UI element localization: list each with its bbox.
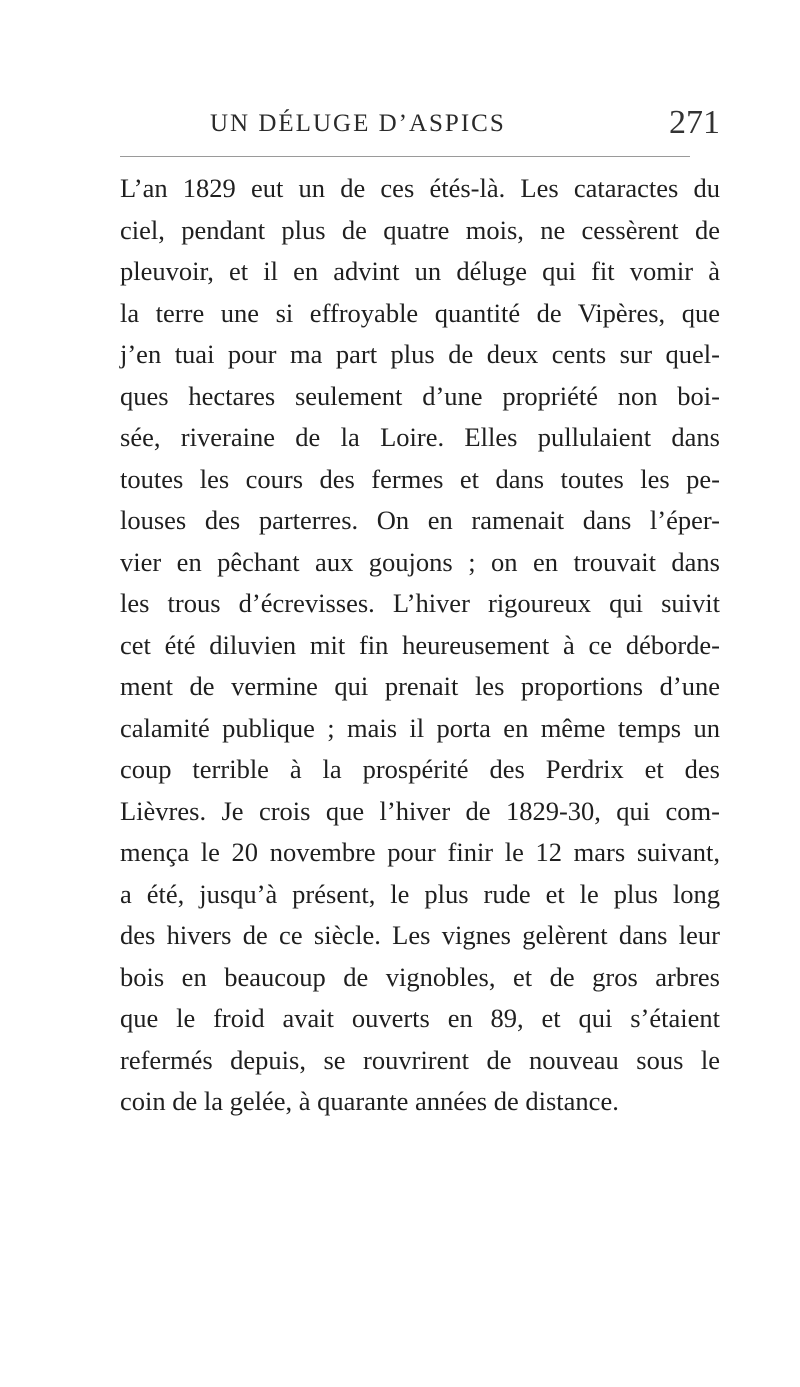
text-line: cet été diluvien mit fin heureusement à ce déborde- — [120, 629, 720, 660]
text-line: toutes les cours des fermes et dans toutes les pe- — [120, 463, 720, 494]
text-line: bois en beaucoup de vignobles, et de gros arbres — [120, 961, 720, 992]
text-line: pleuvoir, et il en advint un déluge qui fit vomir à — [120, 256, 720, 286]
running-head — [120, 104, 720, 150]
text-line: j’en tuai pour ma part plus de deux cents sur quel- — [120, 339, 720, 369]
page-number: 271 — [669, 104, 720, 141]
text-line: Lièvres. Je crois que l’hiver de 1829-30, qui com- — [120, 795, 720, 826]
text-line: vier en pêchant aux goujons ; on en trouvait dans — [120, 546, 720, 577]
text-line: la terre une si effroyable quantité de Vipères, que — [120, 297, 720, 328]
text-line: ment de vermine qui prenait les proportions d’une — [120, 671, 720, 701]
header-rule — [120, 156, 690, 157]
text-line-last: coin de la gelée, à quarante années de distance. — [120, 1086, 619, 1116]
text-line: mença le 20 novembre pour finir le 12 mars suivant, — [120, 837, 720, 867]
body-text — [120, 168, 720, 1123]
text-line: ciel, pendant plus de quatre mois, ne cessèrent de — [120, 214, 720, 245]
text-line: ques hectares seulement d’une propriété non boi- — [120, 380, 720, 411]
text-line: a été, jusqu’à présent, le plus rude et le plus long — [120, 878, 720, 909]
text-line: sée, riveraine de la Loire. Elles pullulaient dans — [120, 422, 720, 452]
text-line: coup terrible à la prospérité des Perdrix et des — [120, 754, 720, 784]
text-line: calamité publique ; mais il porta en même temps un — [120, 712, 720, 743]
text-line: que le froid avait ouverts en 89, et qui s’étaient — [120, 1003, 720, 1033]
text-line: des hivers de ce siècle. Les vignes gelèrent dans leur — [120, 920, 720, 950]
text-line: louses des parterres. On en ramenait dans l’éper- — [120, 505, 720, 535]
text-line: les trous d’écrevisses. L’hiver rigoureux qui suivit — [120, 588, 720, 618]
text-line: L’an 1829 eut un de ces étés-là. Les cataractes du — [120, 173, 720, 203]
text-line: refermés depuis, se rouvrirent de nouveau sous le — [120, 1044, 720, 1075]
running-title: UN DÉLUGE D’ASPICS — [210, 110, 506, 137]
